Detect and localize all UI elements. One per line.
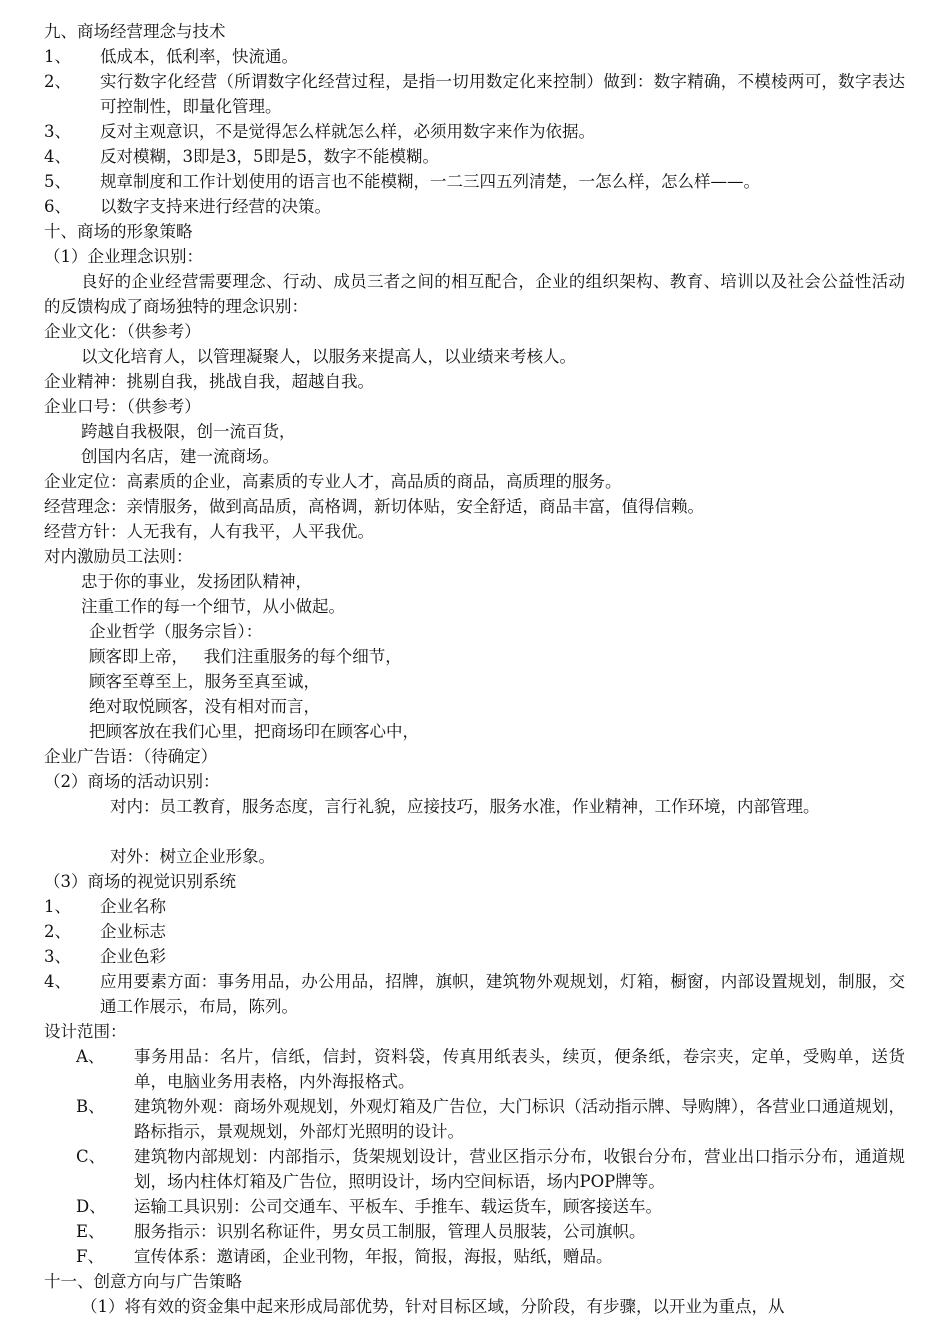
subsection-heading: （3）商场的视觉识别系统 [44,872,236,891]
list-item-letter: B、 [76,1097,105,1116]
list-item-letter: F、 [76,1247,104,1266]
paragraph: （1）将有效的资金集中起来形成局部优势，针对目标区域，分阶段，有步骤，以开业为重点，从 [81,1297,785,1316]
slogan-line: 创国内名店，建一流商场。 [81,447,279,466]
list-item-number: 2、 [44,72,71,91]
service-line: 顾客即上帝， 我们注重服务的每个细节， [89,647,402,666]
list-item-text: 宣传体系：邀请函，企业刊物，年报，简报，海报，贴纸，赠品。 [134,1247,613,1266]
positioning-text: 企业定位：高素质的企业，高素质的专业人才，高品质的商品，高质理的服务。 [44,472,622,491]
list-item-number: 2、 [44,922,71,941]
list-item-number: 5、 [44,172,71,191]
external-text: 对外：树立企业形象。 [110,847,275,866]
slogan-label: 企业口号：（供参考） [44,397,201,416]
ad-label: 企业广告语：（待确定） [44,747,218,766]
subsection-heading: （1）企业理念识别： [44,247,203,266]
spirit-text: 企业精神：挑剔自我，挑战自我，超越自我。 [44,372,374,391]
list-item-text: 低成本，低利率，快流通。 [100,47,298,66]
list-item-number: 3、 [44,122,71,141]
service-line: 绝对取悦顾客，没有相对而言， [89,697,320,716]
paragraph: 良好的企业经营需要理念、行动、成员三者之间的相互配合，企业的组织架构、教育、培训以及社会公益性活动的反馈构成了商场独特的理念识别： [44,272,905,316]
list-item-number: 3、 [44,947,71,966]
list-item-text: 反对主观意识，不是觉得怎么样就怎么样，必须用数字来作为依据。 [100,122,595,141]
section-11-heading: 十一、创意方向与广告策略 [44,1272,242,1291]
list-item-text: 反对模糊，3即是3，5即是5，数字不能模糊。 [100,147,439,166]
list-item-number: 1、 [44,47,71,66]
list-item-text: 以数字支持来进行经营的决策。 [100,197,331,216]
list-item-text: 服务指示：识别名称证件，男女员工制服，管理人员服装，公司旗帜。 [134,1222,646,1241]
list-item-letter: E、 [76,1222,105,1241]
culture-label: 企业文化：（供参考） [44,322,201,341]
incentive-line: 注重工作的每一个细节，从小做起。 [81,597,345,616]
list-item-letter: D、 [76,1197,106,1216]
list-item-letter: A、 [76,1047,105,1066]
list-item-number: 1、 [44,897,71,916]
slogan-line: 跨越自我极限，创一流百货， [81,422,296,441]
culture-text: 以文化培育人，以管理凝聚人，以服务来提高人，以业绩来考核人。 [81,347,576,366]
list-item-number: 4、 [44,972,71,991]
service-label: 企业哲学（服务宗旨）： [89,622,263,641]
policy-text: 经营方针：人无我有，人有我平，人平我优。 [44,522,374,541]
list-item-text: 规章制度和工作计划使用的语言也不能模糊，一二三四五列清楚，一怎么样，怎么样——。 [100,172,760,191]
list-item-number: 6、 [44,197,71,216]
list-item-text: 企业名称 [100,897,166,916]
list-item-number: 4、 [44,147,71,166]
section-10-heading: 十、商场的形象策略 [44,222,193,241]
list-item-text: 企业标志 [100,922,166,941]
internal-text: 对内：员工教育，服务态度，言行礼貌，应接技巧，服务水准，作业精神，工作环境，内部管理。 [110,797,820,816]
philosophy-text: 经营理念：亲情服务，做到高品质，高格调，新切体贴，安全舒适，商品丰富，值得信赖。 [44,497,704,516]
list-item-text: 应用要素方面：事务用品，办公用品，招牌，旗帜，建筑物外观规划，灯箱，橱窗，内部设置规划，制服，交通工作展示，布局，陈列。 [100,972,905,1016]
incentive-label: 对内激励员工法则： [44,547,193,566]
list-item-text: 建筑物内部规划：内部指示，货架规划设计，营业区指示分布，收银台分布，营业出口指示分布，通道规划，场内柱体灯箱及广告位，照明设计，场内空间标语，场内POP牌等。 [134,1147,905,1191]
scope-label: 设计范围： [44,1022,127,1041]
service-line: 顾客至尊至上，服务至真至诚， [89,672,320,691]
list-item-text: 企业色彩 [100,947,166,966]
subsection-heading: （2）商场的活动识别： [44,772,220,791]
incentive-line: 忠于你的事业，发扬团队精神， [81,572,312,591]
list-item-text: 建筑物外观：商场外观规划，外观灯箱及广告位，大门标识（活动指示牌、导购牌），各营业口通道规划，路标指示，景观规划，外部灯光照明的设计。 [134,1097,905,1141]
list-item-text: 实行数字化经营（所谓数字化经营过程，是指一切用数定化来控制）做到：数字精确，不模棱两可，数字表达可控制性，即量化管理。 [100,72,905,116]
list-item-text: 事务用品：名片，信纸，信封，资料袋，传真用纸表头，续页，便条纸，卷宗夹，定单，受购单，送货单，电脑业务用表格，内外海报格式。 [134,1047,905,1091]
service-line: 把顾客放在我们心里，把商场印在顾客心中， [89,722,419,741]
section-9-heading: 九、商场经营理念与技术 [44,22,226,41]
list-item-letter: C、 [76,1147,106,1166]
list-item-text: 运输工具识别：公司交通车、平板车、手推车、载运货车，顾客接送车。 [134,1197,662,1216]
